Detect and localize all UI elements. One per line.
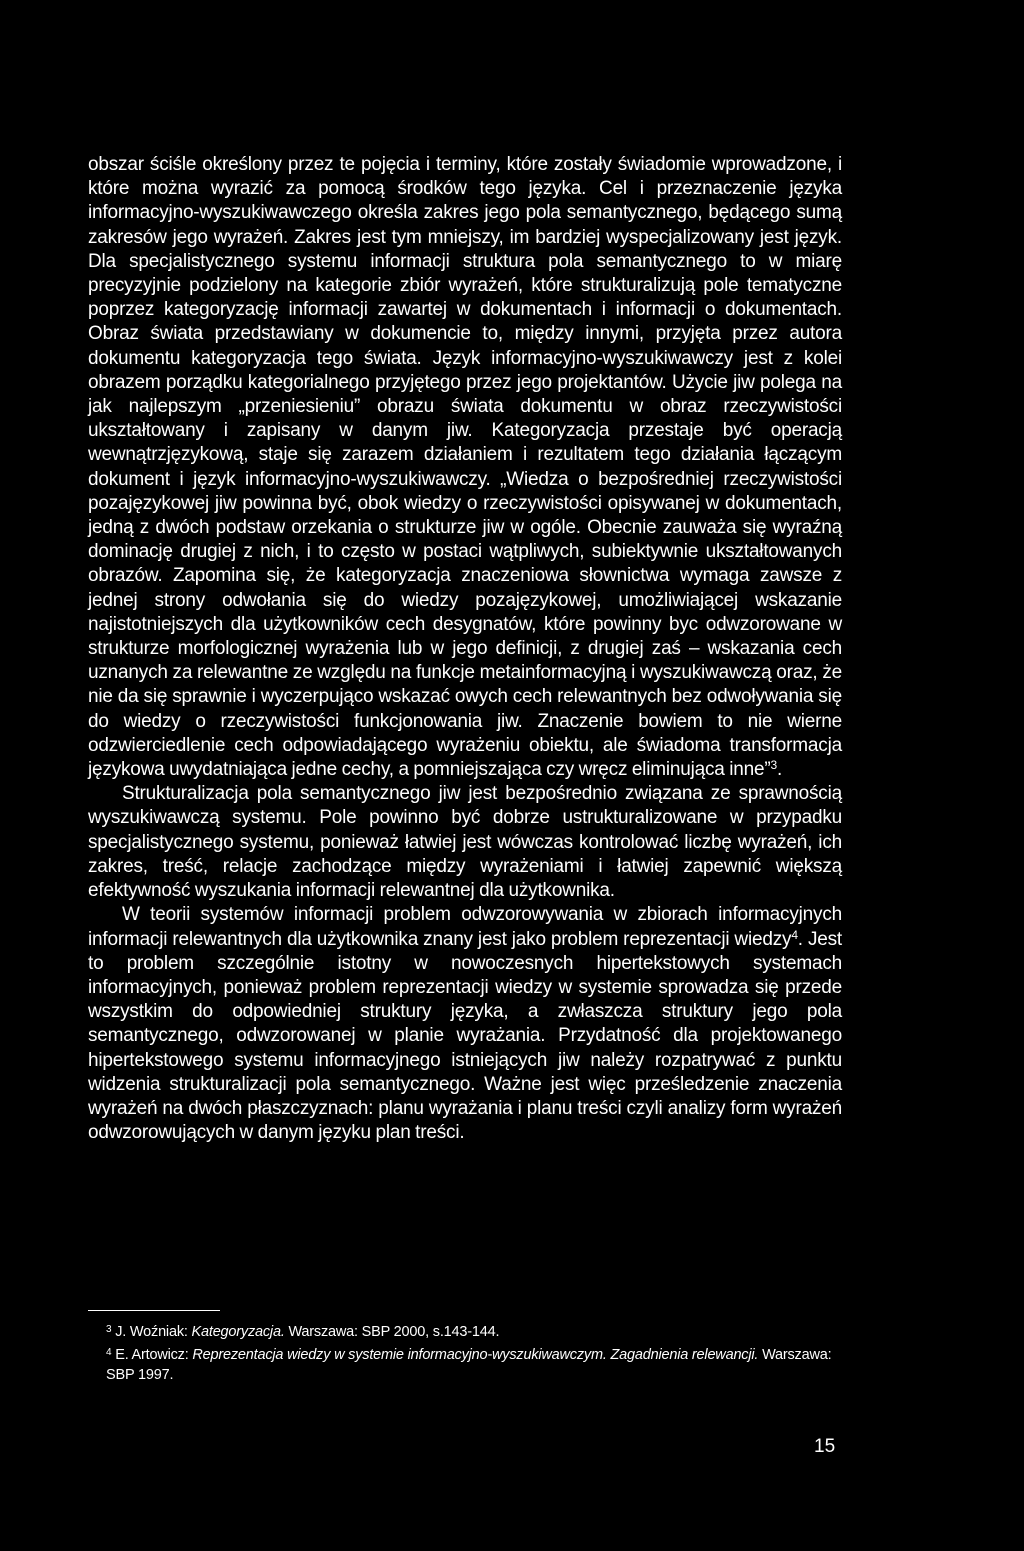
paragraph-2	[88, 782, 842, 903]
footnote-3-author: J. Woźniak:	[115, 1324, 192, 1340]
footnote-separator	[88, 1310, 220, 1311]
page-body	[88, 153, 842, 1145]
footnote-4-title: Reprezentacja wiedzy w systemie informacyjno-wyszukiwawczym. Zagadnienia relewancji.	[192, 1346, 759, 1363]
paragraph-1-tail: .	[776, 759, 783, 781]
footnote-4-author: E. Artowicz:	[115, 1346, 193, 1363]
footnote-3	[88, 1320, 842, 1343]
paragraph-3-tail: . Jest to problem szczególnie istotny w nowoczesnych hipertekstowych systemach informacyjnych, ponieważ problem reprezentacji wiedzy w systemie sprowadza się przede wszystkim do odpowiedniej struktury języka, a zwłaszcza struktury jego pola semantycznego, odwzorowanej w planie wyrażania. Przydatność dla projektowanego hipertekstowego systemu informacyjnego istniejących jiw należy rozpatrywać z punktu widzenia strukturalizacji pola semantycznego. Ważne jest więc prześledzenie znaczenia wyrażeń na dwóch płaszczyznach: planu wyrażania i planu treści czyli analizy form wyrażeń odwzorowujących w danym języku plan treści.	[88, 928, 842, 1144]
paragraph-3-text: W teorii systemów informacji problem odwzorowywania w zbiorach informacyjnych informacji relewantnych dla użytkownika znany jest jako problem reprezentacji wiedzy	[88, 904, 842, 950]
footnote-ref-4: 4	[791, 927, 798, 942]
footnotes	[88, 1320, 842, 1386]
footnote-4	[88, 1343, 842, 1386]
footnote-3-number: 3	[106, 1324, 112, 1335]
footnote-4-rest: Warszawa: SBP 1997.	[106, 1346, 832, 1383]
footnote-4-number: 4	[106, 1346, 112, 1358]
footnote-ref-3: 3	[770, 758, 777, 773]
page-number: 15	[814, 1436, 836, 1457]
body-text	[88, 153, 842, 1145]
paragraph-1-text: obszar ściśle określony przez te pojęcia i terminy, które zostały świadomie wprowadzone, i które można wyrazić za pomocą środków tego języka. Cel i przeznaczenie języka informacyjno-wyszukiwawczego określa zakres jego pola semantycznego, będącego sumą zakresów jego wyrażeń. Zakres jest tym mniejszy, im bardziej wyspecjalizowany jest język. Dla specjalistycznego systemu informacji struktura pola semantycznego to w miarę precyzyjnie podzielony na kategorie zbiór wyrażeń, które strukturalizują pole tematyczne poprzez kategoryzację informacji zawartej w dokumentach i informacji o dokumentach. Obraz świata przedstawiany w dokumencie to, między innymi, przyjęta przez autora dokumentu kategoryzacja tego świata. Język informacyjno-wyszukiwawczy jest z kolei obrazem porządku kategorialnego przyjętego przez jego projektantów. Użycie jiw polega na jak najlepszym „przeniesieniu” obrazu świata dokumentu w obraz rzeczywistości ukształtowany i zapisany w danym jiw. Kategoryzacja przestaje być operacją wewnątrzjęzykową, staje się zarazem działaniem i rezultatem tego działania łączącym dokument i język informacyjno-wyszukiwawczy. „Wiedza o bezpośredniej rzeczywistości pozajęzykowej jiw powinna być, obok wiedzy o rzeczywistości opisywanej w dokumentach, jedną z dwóch podstaw orzekania o strukturze jiw w ogóle. Obecnie zauważa się wyraźną dominację drugiej z nich, i to często w postaci wątpliwych, subiektywnie ukształtowanych obrazów. Zapomina się, że kategoryzacja znaczeniowa słownictwa wymaga zawsze z jednej strony odwołania się do wiedzy pozajęzykowej, umożliwiającej wskazanie najistotniejszych dla użytkowników cech desygnatów, które powinny byc odwzorowane w strukturze morfologicznej wyrażenia lub w jego definicji, z drugiej zaś – wskazania cech uznanych za relewantne ze względu na funkcje metainformacyjną i wyszukiwawczą oraz, że nie da się sprawnie i wyczerpująco wskazać owych cech relewantnych bez odwoływania się do wiedzy o rzeczywistości funkcjonowania jiw. Znaczenie bowiem to nie wierne odzwierciedlenie cech odpowiadającego wyrażeniu obiektu, ale świadoma transformacja językowa uwydatniająca jedne cechy, a pomniejszająca czy wręcz eliminująca inne”	[88, 154, 842, 781]
paragraph-2-text: Strukturalizacja pola semantycznego jiw jest bezpośrednio związana ze sprawnością wyszukiwawczą systemu. Pole powinno być dobrze ustrukturalizowane w przypadku specjalistycznego systemu, ponieważ łatwiej jest wówczas kontrolować liczbę wyrażeń, ich zakres, treść, relacje zachodzące między wyrażeniami i łatwiej zapewnić większą efektywność wyszukania informacji relewantnej dla użytkownika.	[88, 783, 842, 902]
paragraph-1	[88, 153, 842, 782]
paragraph-3	[88, 903, 842, 1145]
footnote-3-rest: Warszawa: SBP 2000, s.143-144.	[284, 1324, 500, 1340]
footnote-3-title: Kategoryzacja.	[191, 1324, 285, 1340]
